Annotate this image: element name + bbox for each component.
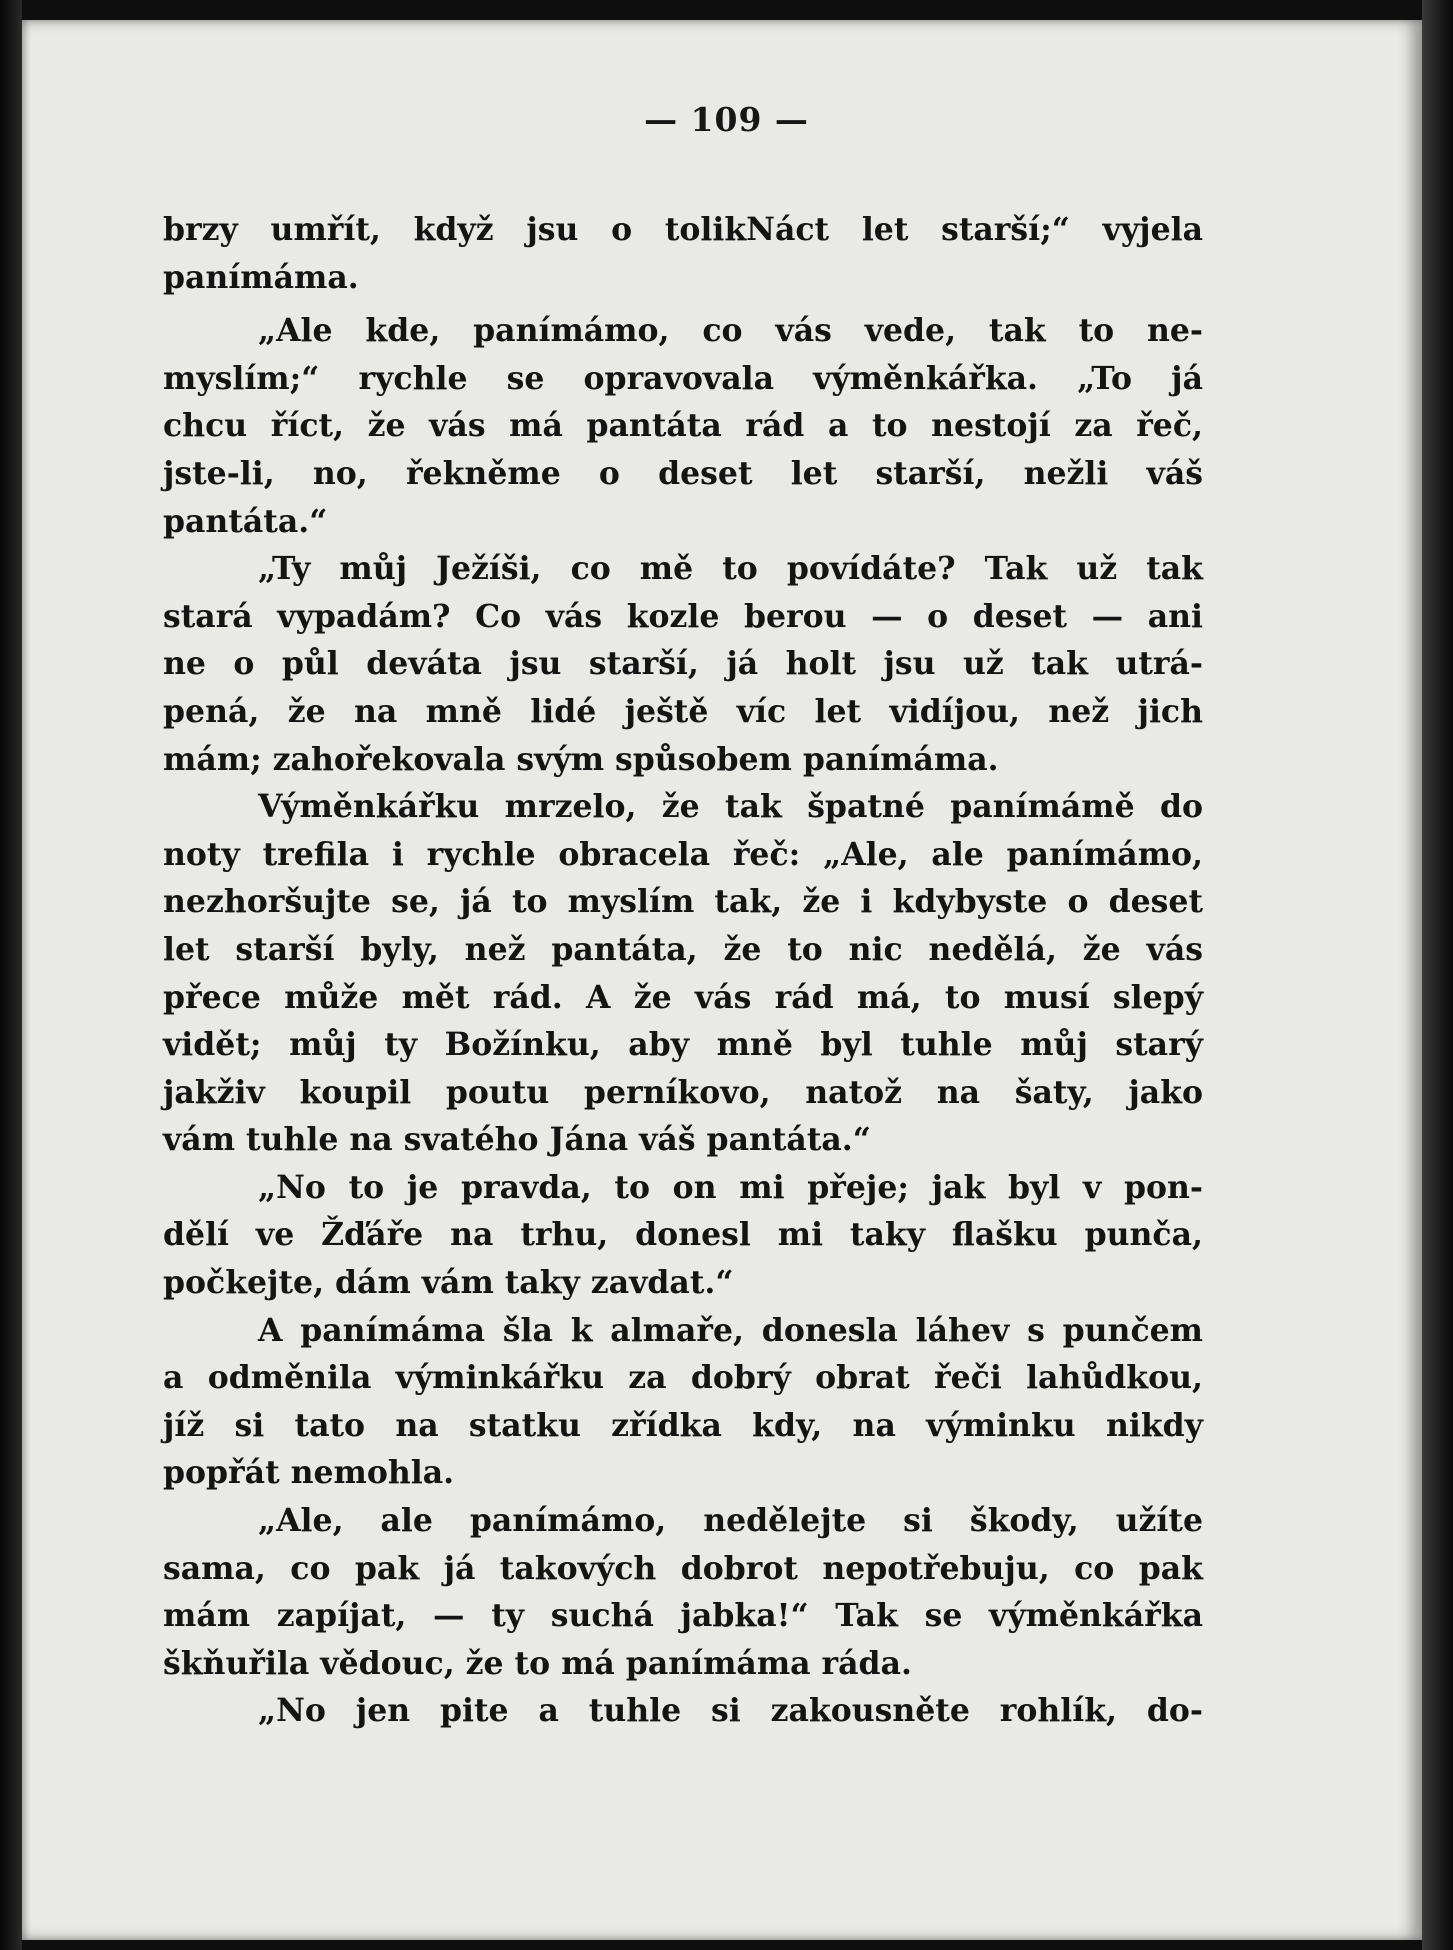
text-line: jakživ koupil poutu perníkovo, natož na šaty, jako	[163, 1073, 1203, 1111]
text-line: mám; zahořekovala svým spůsobem panímáma.	[163, 740, 999, 778]
page-number: — 109 —	[644, 100, 809, 139]
text-line: Výměnkářku mrzelo, že tak špatné panímámě do	[258, 788, 1203, 826]
text-line: noty trefila i rychle obracela řeč: „Ale, ale panímámo,	[163, 835, 1203, 873]
text-line: škňuřila vědouc, že to má panímáma ráda.	[163, 1644, 912, 1682]
text-line: „Ty můj Ježíši, co mě to povídáte? Tak už tak	[258, 550, 1203, 588]
text-line: jste-li, no, řekněme o deset let starší, nežli váš	[163, 454, 1203, 492]
text-line: chcu říct, že vás má pantáta rád a to nestojí za řeč,	[163, 407, 1203, 445]
text-line: ne o půl deváta jsu starší, já holt jsu už tak utrá-	[163, 645, 1203, 683]
text-line: sama, co pak já takových dobrot nepotřebuju, co pak	[163, 1549, 1203, 1587]
text-line: dělí ve Žďáře na trhu, donesl mi taky flašku punča,	[163, 1216, 1203, 1254]
text-line: nezhoršujte se, já to myslím tak, že i kdybyste o deset	[163, 883, 1203, 921]
text-line: myslím;“ rychle se opravovala výměnkářka. „To já	[163, 359, 1203, 397]
text-line: pantáta.“	[163, 502, 328, 540]
text-line: jíž si tato na statku zřídka kdy, na výminku nikdy	[163, 1406, 1203, 1444]
text-line: „No to je pravda, to on mi přeje; jak byl v pon-	[258, 1168, 1203, 1206]
text-line: popřát nemohla.	[163, 1454, 455, 1492]
text-line: počkejte, dám vám taky zavdat.“	[163, 1264, 734, 1302]
right-page-edge	[1422, 0, 1453, 1950]
text-line: panímáma.	[163, 258, 359, 296]
text-line: mám zapíjat, — ty suchá jabka!“ Tak se výměnkářka	[163, 1597, 1203, 1635]
text-line: brzy umřít, když jsu o tolikNáct let starší;“ vyjela	[163, 211, 1203, 248]
text-line: „Ale kde, panímámo, co vás vede, tak to ne-	[258, 312, 1203, 350]
text-line: a odměnila výminkářku za dobrý obrat řeči lahůdkou,	[163, 1359, 1203, 1397]
text-line: vám tuhle na svatého Jána váš pantáta.“	[163, 1121, 871, 1159]
text-line: let starší byly, než pantáta, že to nic nedělá, že vás	[163, 930, 1203, 968]
text-line: stará vypadám? Co vás kozle berou — o deset — ani	[163, 597, 1203, 635]
text-line: A panímáma šla k almaře, donesla láhev s punčem	[258, 1311, 1203, 1349]
text-line: „No jen pite a tuhle si zakousněte rohlík, do-	[258, 1692, 1203, 1730]
text-line: přece může mět rád. A že vás rád má, to musí slepý	[163, 978, 1203, 1016]
left-page-edge	[0, 0, 22, 1950]
text-line: vidět; můj ty Božínku, aby mně byl tuhle můj starý	[163, 1026, 1203, 1064]
text-line: „Ale, ale panímámo, nedělejte si škody, užíte	[258, 1502, 1203, 1540]
body-text	[163, 206, 1203, 1735]
text-line: pená, že na mně lidé ještě víc let vidíjou, než jich	[163, 692, 1203, 730]
